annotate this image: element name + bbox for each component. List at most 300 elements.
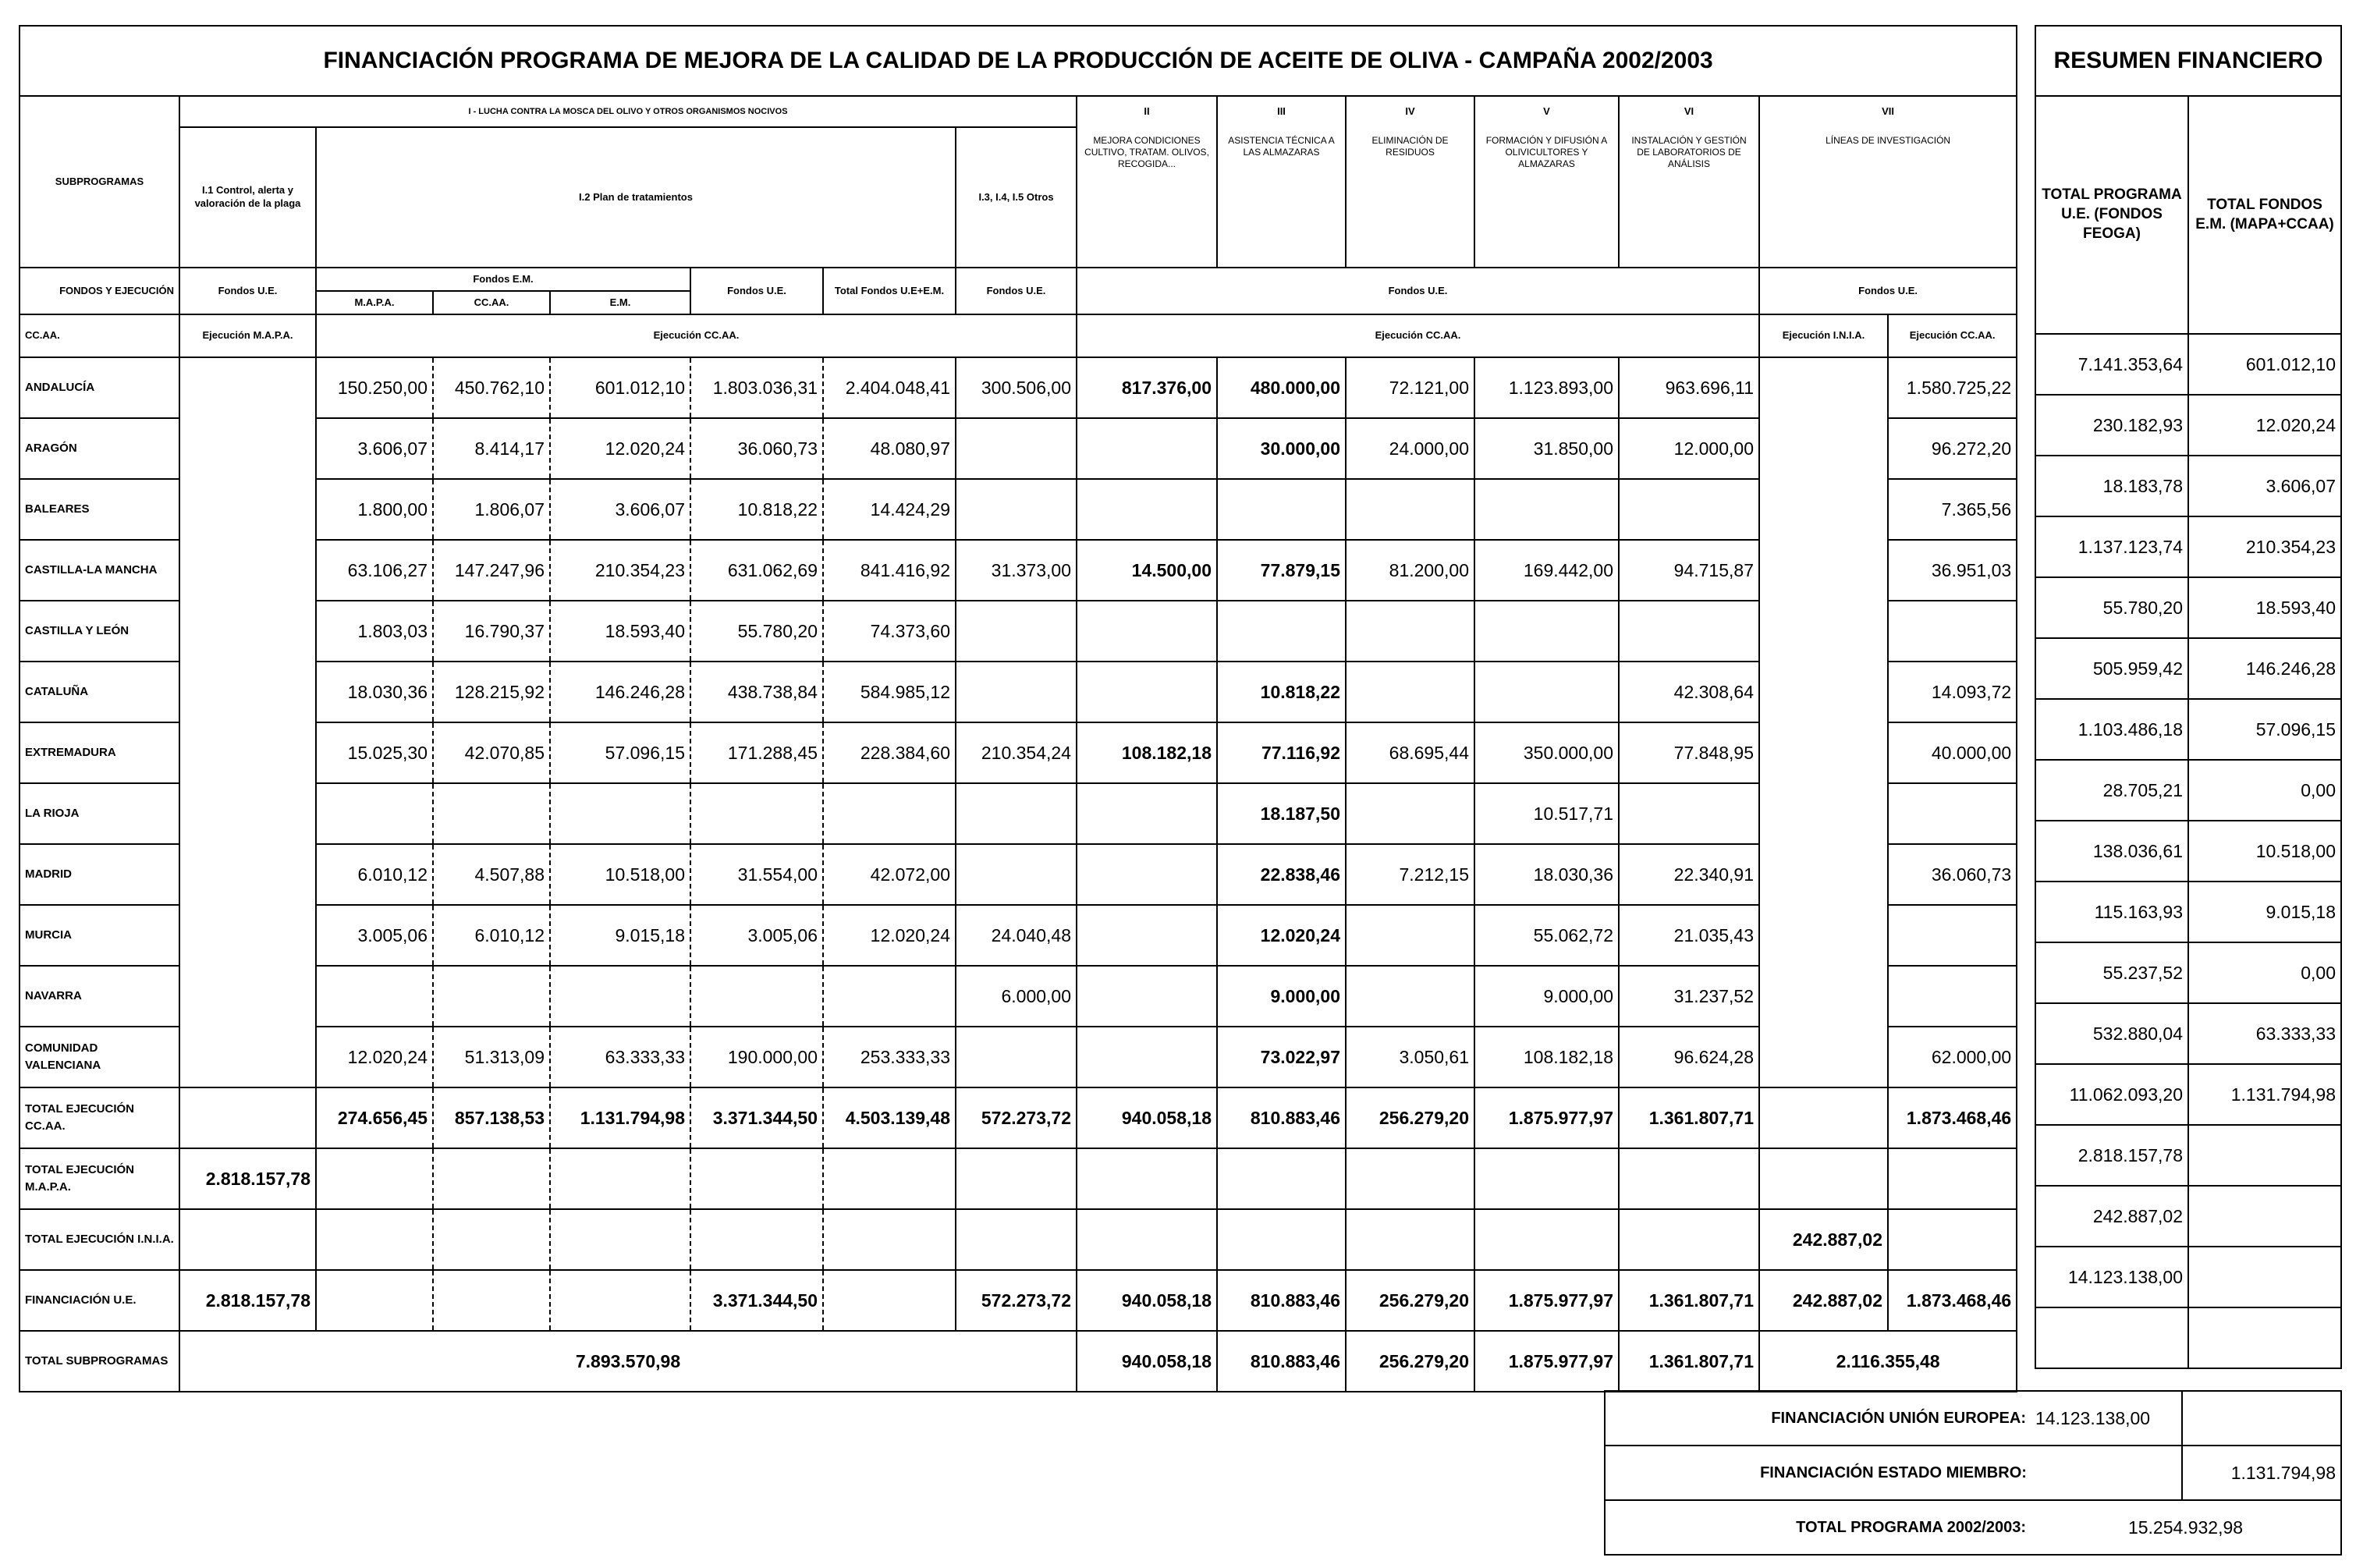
i3-cell xyxy=(956,844,1077,905)
em-total-cell: 601.012,10 xyxy=(550,357,690,418)
vii-inia-cell: 242.887,02 xyxy=(1759,1209,1888,1270)
i2-total-cell: 253.333,33 xyxy=(823,1027,956,1087)
i3-cell xyxy=(956,601,1077,662)
iv-cell: 256.279,20 xyxy=(1346,1331,1474,1392)
summary-row xyxy=(2035,699,2341,760)
iv-cell xyxy=(1346,601,1474,662)
total-row-subprogramas xyxy=(20,1331,2017,1392)
i3-cell: 24.040,48 xyxy=(956,905,1077,966)
v-cell: 1.875.977,97 xyxy=(1474,1270,1619,1331)
table-row xyxy=(20,783,2017,844)
i1-cell xyxy=(179,1209,316,1270)
total-ue-cell: 7.141.353,64 xyxy=(2035,334,2188,395)
i2-ue-cell xyxy=(690,966,823,1027)
group-vii-header: VII xyxy=(1759,96,2017,127)
total-em-cell: 18.593,40 xyxy=(2188,577,2341,638)
vii-ccaa-cell: 1.873.468,46 xyxy=(1888,1270,2017,1331)
i2-ue-cell: 631.062,69 xyxy=(690,540,823,601)
v-cell: 1.123.893,00 xyxy=(1474,357,1619,418)
em-mapa-cell: 63.106,27 xyxy=(316,540,433,601)
total-program-value: 15.254.932,98 xyxy=(2031,1500,2341,1555)
i2-total-cell xyxy=(823,966,956,1027)
em-mapa-header: M.A.P.A. xyxy=(316,291,433,314)
vii-ccaa-cell xyxy=(1888,966,2017,1027)
v-cell: 108.182,18 xyxy=(1474,1027,1619,1087)
v-desc: FORMACIÓN Y DIFUSIÓN A OLIVICULTORES Y ALMAZARAS xyxy=(1474,127,1619,268)
summary-table xyxy=(2035,25,2342,1369)
ii-cell: 817.376,00 xyxy=(1077,357,1217,418)
i1-cell: 2.818.157,78 xyxy=(179,1270,316,1331)
em-mapa-cell: 18.030,36 xyxy=(316,662,433,722)
table-row xyxy=(20,844,2017,905)
i2-total-cell: 4.503.139,48 xyxy=(823,1087,956,1148)
summary-row xyxy=(2035,516,2341,577)
iv-desc: ELIMINACIÓN DE RESIDUOS xyxy=(1346,127,1474,268)
iii-cell: 810.883,46 xyxy=(1217,1331,1346,1392)
total-ue-cell: 2.818.157,78 xyxy=(2035,1125,2188,1186)
vi-cell: 96.624,28 xyxy=(1619,1027,1759,1087)
summary-row xyxy=(2035,638,2341,699)
table-row xyxy=(20,1027,2017,1087)
i2-ue-cell: 36.060,73 xyxy=(690,418,823,479)
summary-title: RESUMEN FINANCIERO xyxy=(2035,26,2341,96)
total-ue-cell: 242.887,02 xyxy=(2035,1186,2188,1247)
table-row xyxy=(20,601,2017,662)
summary-row xyxy=(2035,882,2341,942)
v-cell xyxy=(1474,1148,1619,1209)
total-ue-cell: 11.062.093,20 xyxy=(2035,1064,2188,1125)
em-mapa-cell: 150.250,00 xyxy=(316,357,433,418)
total-ue-cell: 55.780,20 xyxy=(2035,577,2188,638)
em-total-header: E.M. xyxy=(550,291,690,314)
i3-cell xyxy=(956,479,1077,540)
i2-ue-cell xyxy=(690,1148,823,1209)
summary-row xyxy=(2035,577,2341,638)
i2-ue-cell: 190.000,00 xyxy=(690,1027,823,1087)
v-cell: 350.000,00 xyxy=(1474,722,1619,783)
ii-cell xyxy=(1077,479,1217,540)
v-cell: 10.517,71 xyxy=(1474,783,1619,844)
ii-cell: 14.500,00 xyxy=(1077,540,1217,601)
em-ccaa-cell: 51.313,09 xyxy=(433,1027,550,1087)
em-mapa-cell: 274.656,45 xyxy=(316,1087,433,1148)
ue-financing-value: 14.123.138,00 xyxy=(2031,1391,2182,1446)
vii-ccaa-cell: 36.060,73 xyxy=(1888,844,2017,905)
em-mapa-cell: 1.800,00 xyxy=(316,479,433,540)
total-ue-cell: 115.163,93 xyxy=(2035,882,2188,942)
summary-total-row xyxy=(2035,1247,2341,1307)
ii-cell xyxy=(1077,662,1217,722)
fondos-ejecucion-header: FONDOS Y EJECUCIÓN xyxy=(20,268,179,314)
total-em-cell: 0,00 xyxy=(2188,760,2341,821)
em-mapa-cell: 15.025,30 xyxy=(316,722,433,783)
summary-total-row xyxy=(2035,1307,2341,1368)
em-ccaa-cell xyxy=(433,1270,550,1331)
i2-total-cell: 14.424,29 xyxy=(823,479,956,540)
em-ccaa-header: CC.AA. xyxy=(433,291,550,314)
group-iii-header: III xyxy=(1217,96,1346,127)
total-row-label: TOTAL EJECUCIÓN M.A.P.A. xyxy=(20,1148,179,1209)
i3-cell: 210.354,24 xyxy=(956,722,1077,783)
em-mapa-cell: 3.005,06 xyxy=(316,905,433,966)
vi-cell xyxy=(1619,783,1759,844)
i3-header: I.3, I.4, I.5 Otros xyxy=(956,127,1077,268)
region-name: CATALUÑA xyxy=(20,662,179,722)
i2-fondos-ue: Fondos U.E. xyxy=(690,268,823,314)
total-row-ccaa xyxy=(20,1087,2017,1148)
iv-cell: 256.279,20 xyxy=(1346,1087,1474,1148)
vii-ccaa-cell xyxy=(1888,1209,2017,1270)
vii-ejec-ccaa-header: Ejecución CC.AA. xyxy=(1888,314,2017,357)
ii-cell xyxy=(1077,844,1217,905)
total-ue-cell: 55.237,52 xyxy=(2035,942,2188,1003)
i2-ue-cell: 3.371.344,50 xyxy=(690,1087,823,1148)
v-cell: 31.850,00 xyxy=(1474,418,1619,479)
iv-cell: 68.695,44 xyxy=(1346,722,1474,783)
vii-ccaa-cell: 1.580.725,22 xyxy=(1888,357,2017,418)
i2-total-cell: 12.020,24 xyxy=(823,905,956,966)
iv-cell: 256.279,20 xyxy=(1346,1270,1474,1331)
total-ue-cell: 532.880,04 xyxy=(2035,1003,2188,1064)
em-total-cell xyxy=(550,1270,690,1331)
v-cell xyxy=(1474,662,1619,722)
ccaa-header: CC.AA. xyxy=(20,314,179,357)
iii-cell: 810.883,46 xyxy=(1217,1087,1346,1148)
em-mapa-cell: 1.803,03 xyxy=(316,601,433,662)
iii-cell: 30.000,00 xyxy=(1217,418,1346,479)
summary-row xyxy=(2035,334,2341,395)
total-em-cell xyxy=(2188,1247,2341,1307)
vii-fondos-ue: Fondos U.E. xyxy=(1759,268,2017,314)
ii-cell xyxy=(1077,1209,1217,1270)
em-total-cell: 146.246,28 xyxy=(550,662,690,722)
em-ccaa-cell xyxy=(433,966,550,1027)
iii-cell: 77.879,15 xyxy=(1217,540,1346,601)
summary-total-row xyxy=(2035,1125,2341,1186)
total-ue-cell: 230.182,93 xyxy=(2035,395,2188,456)
financing-totals-box xyxy=(1604,1390,2342,1556)
total-ue-cell: 14.123.138,00 xyxy=(2035,1247,2188,1307)
iv-cell xyxy=(1346,966,1474,1027)
table-row xyxy=(20,479,2017,540)
iv-cell xyxy=(1346,1209,1474,1270)
total-em-cell: 601.012,10 xyxy=(2188,334,2341,395)
region-name: CASTILLA Y LEÓN xyxy=(20,601,179,662)
i2-ue-cell: 438.738,84 xyxy=(690,662,823,722)
vi-cell xyxy=(1619,479,1759,540)
i2-ue-cell: 31.554,00 xyxy=(690,844,823,905)
vi-cell: 1.361.807,71 xyxy=(1619,1270,1759,1331)
total-em-cell: 0,00 xyxy=(2188,942,2341,1003)
em-total-cell: 3.606,07 xyxy=(550,479,690,540)
em-total-cell: 57.096,15 xyxy=(550,722,690,783)
vi-cell: 21.035,43 xyxy=(1619,905,1759,966)
i3-cell xyxy=(956,1148,1077,1209)
vii-ccaa-cell xyxy=(1888,601,2017,662)
group-i-header: I - LUCHA CONTRA LA MOSCA DEL OLIVO Y OTROS ORGANISMOS NOCIVOS xyxy=(179,96,1077,127)
vi-cell xyxy=(1619,601,1759,662)
iii-cell: 73.022,97 xyxy=(1217,1027,1346,1087)
ii-cell xyxy=(1077,418,1217,479)
vii-ccaa-cell: 96.272,20 xyxy=(1888,418,2017,479)
v-cell: 1.875.977,97 xyxy=(1474,1087,1619,1148)
i1-cell xyxy=(179,1087,316,1148)
total-em-cell: 3.606,07 xyxy=(2188,456,2341,516)
v-cell xyxy=(1474,479,1619,540)
vii-ccaa-cell xyxy=(1888,905,2017,966)
table-row xyxy=(20,357,2017,418)
i3-cell xyxy=(956,783,1077,844)
ii-cell: 108.182,18 xyxy=(1077,722,1217,783)
em-total-cell: 9.015,18 xyxy=(550,905,690,966)
total-em-cell: 210.354,23 xyxy=(2188,516,2341,577)
summary-row xyxy=(2035,760,2341,821)
i3-cell xyxy=(956,662,1077,722)
em-ccaa-cell: 4.507,88 xyxy=(433,844,550,905)
vii-inia-cell xyxy=(1759,1148,1888,1209)
i1-header: I.1 Control, alerta y valoración de la plaga xyxy=(179,127,316,268)
ii-cell xyxy=(1077,1148,1217,1209)
em-mapa-cell xyxy=(316,966,433,1027)
iii-cell xyxy=(1217,601,1346,662)
total-fondos-em-header: TOTAL FONDOS E.M. (MAPA+CCAA) xyxy=(2188,96,2341,334)
total-ue-cell: 505.959,42 xyxy=(2035,638,2188,699)
i2-ue-cell: 171.288,45 xyxy=(690,722,823,783)
iv-cell: 3.050,61 xyxy=(1346,1027,1474,1087)
i2-ue-cell: 1.803.036,31 xyxy=(690,357,823,418)
iv-cell xyxy=(1346,662,1474,722)
group-iv-header: IV xyxy=(1346,96,1474,127)
vi-cell: 1.361.807,71 xyxy=(1619,1087,1759,1148)
total-row-inia xyxy=(20,1209,2017,1270)
em-financing-label: FINANCIACIÓN ESTADO MIEMBRO: xyxy=(1605,1446,2182,1500)
vii-inia-cell: 242.887,02 xyxy=(1759,1270,1888,1331)
table-row xyxy=(20,905,2017,966)
total-em-cell xyxy=(2188,1186,2341,1247)
vi-cell xyxy=(1619,1209,1759,1270)
iii-cell: 18.187,50 xyxy=(1217,783,1346,844)
vii-ccaa-cell: 40.000,00 xyxy=(1888,722,2017,783)
em-ccaa-cell: 16.790,37 xyxy=(433,601,550,662)
total-em-cell: 146.246,28 xyxy=(2188,638,2341,699)
i2-total-cell: 42.072,00 xyxy=(823,844,956,905)
i2-total-cell xyxy=(823,783,956,844)
i2-ue-cell: 3.005,06 xyxy=(690,905,823,966)
em-ccaa-cell: 128.215,92 xyxy=(433,662,550,722)
table-row xyxy=(20,662,2017,722)
total-row-financiacion xyxy=(20,1270,2017,1331)
iv-cell xyxy=(1346,479,1474,540)
vii-ccaa-cell: 36.951,03 xyxy=(1888,540,2017,601)
vii-inia-cell xyxy=(1759,357,1888,1087)
em-total-cell: 10.518,00 xyxy=(550,844,690,905)
region-name: COMUNIDAD VALENCIANA xyxy=(20,1027,179,1087)
i3-cell xyxy=(956,418,1077,479)
ii-cell: 940.058,18 xyxy=(1077,1087,1217,1148)
total-ue-cell xyxy=(2035,1307,2188,1368)
em-mapa-cell xyxy=(316,1270,433,1331)
em-total-cell: 1.131.794,98 xyxy=(550,1087,690,1148)
vii-ccaa-cell xyxy=(1888,1148,2017,1209)
vii-ccaa-cell: 1.873.468,46 xyxy=(1888,1087,2017,1148)
i2-ue-cell: 10.818,22 xyxy=(690,479,823,540)
vii-ccaa-cell: 62.000,00 xyxy=(1888,1027,2017,1087)
summary-row xyxy=(2035,456,2341,516)
em-ccaa-cell: 857.138,53 xyxy=(433,1087,550,1148)
ii-cell xyxy=(1077,783,1217,844)
em-total-cell xyxy=(550,783,690,844)
i3-cell: 300.506,00 xyxy=(956,357,1077,418)
ii-cell: 940.058,18 xyxy=(1077,1270,1217,1331)
vii-inia-cell xyxy=(1759,1087,1888,1148)
total-em-cell: 57.096,15 xyxy=(2188,699,2341,760)
v-cell: 18.030,36 xyxy=(1474,844,1619,905)
i2-total-cell: 228.384,60 xyxy=(823,722,956,783)
v-cell: 55.062,72 xyxy=(1474,905,1619,966)
table-row xyxy=(20,722,2017,783)
total-em-cell: 9.015,18 xyxy=(2188,882,2341,942)
total-em-cell xyxy=(2188,1307,2341,1368)
region-name: NAVARRA xyxy=(20,966,179,1027)
iii-cell: 10.818,22 xyxy=(1217,662,1346,722)
iii-cell xyxy=(1217,479,1346,540)
i3-cell xyxy=(956,1027,1077,1087)
total-row-label: FINANCIACIÓN U.E. xyxy=(20,1270,179,1331)
summary-total-row xyxy=(2035,1186,2341,1247)
group-vi-header: VI xyxy=(1619,96,1759,127)
em-mapa-cell xyxy=(316,1209,433,1270)
em-ccaa-cell: 42.070,85 xyxy=(433,722,550,783)
vii-ccaa-cell xyxy=(1888,783,2017,844)
group-v-header: V xyxy=(1474,96,1619,127)
region-name: LA RIOJA xyxy=(20,783,179,844)
vii-ccaa-cell: 7.365,56 xyxy=(1888,479,2017,540)
total-row-label: TOTAL SUBPROGRAMAS xyxy=(20,1331,179,1392)
total-ue-cell: 1.137.123,74 xyxy=(2035,516,2188,577)
vi-cell: 963.696,11 xyxy=(1619,357,1759,418)
vi-cell: 42.308,64 xyxy=(1619,662,1759,722)
i2-total-cell: 74.373,60 xyxy=(823,601,956,662)
i1-mapa-cell xyxy=(179,357,316,1087)
total-row-label: TOTAL EJECUCIÓN CC.AA. xyxy=(20,1087,179,1148)
total-em-cell: 63.333,33 xyxy=(2188,1003,2341,1064)
em-mapa-cell xyxy=(316,1148,433,1209)
em-total-cell xyxy=(550,1148,690,1209)
i2-total-cell: 2.404.048,41 xyxy=(823,357,956,418)
ii-cell xyxy=(1077,905,1217,966)
table-title: FINANCIACIÓN PROGRAMA DE MEJORA DE LA CALIDAD DE LA PRODUCCIÓN DE ACEITE DE OLIVA - CAMPAÑA 2002/2003 xyxy=(20,26,2017,96)
i3-cell: 6.000,00 xyxy=(956,966,1077,1027)
region-name: CASTILLA-LA MANCHA xyxy=(20,540,179,601)
total-em-cell: 10.518,00 xyxy=(2188,821,2341,882)
i-ejec-ccaa-header: Ejecución CC.AA. xyxy=(316,314,1077,357)
em-total-cell: 18.593,40 xyxy=(550,601,690,662)
vi-cell: 77.848,95 xyxy=(1619,722,1759,783)
ejec-mapa-header: Ejecución M.A.P.A. xyxy=(179,314,316,357)
i2-total-cell: 48.080,97 xyxy=(823,418,956,479)
total-ue-cell: 138.036,61 xyxy=(2035,821,2188,882)
em-total-cell xyxy=(550,1209,690,1270)
iii-cell: 22.838,46 xyxy=(1217,844,1346,905)
summary-total-row xyxy=(2035,1064,2341,1125)
iv-cell: 7.212,15 xyxy=(1346,844,1474,905)
i3-fondos-ue: Fondos U.E. xyxy=(956,268,1077,314)
ii-cell xyxy=(1077,966,1217,1027)
summary-row xyxy=(2035,821,2341,882)
group-ii-header: II xyxy=(1077,96,1217,127)
table-row xyxy=(20,418,2017,479)
region-name: BALEARES xyxy=(20,479,179,540)
iii-cell: 77.116,92 xyxy=(1217,722,1346,783)
vi-cell: 12.000,00 xyxy=(1619,418,1759,479)
total-em-cell: 12.020,24 xyxy=(2188,395,2341,456)
vi-cell: 22.340,91 xyxy=(1619,844,1759,905)
ii-cell: 940.058,18 xyxy=(1077,1331,1217,1392)
iv-cell xyxy=(1346,783,1474,844)
iii-cell: 12.020,24 xyxy=(1217,905,1346,966)
total-ue-cell: 1.103.486,18 xyxy=(2035,699,2188,760)
v-cell xyxy=(1474,1209,1619,1270)
i2-ue-cell: 55.780,20 xyxy=(690,601,823,662)
region-name: MADRID xyxy=(20,844,179,905)
i2-total-cell xyxy=(823,1270,956,1331)
vi-cell: 1.361.807,71 xyxy=(1619,1331,1759,1392)
v-cell: 1.875.977,97 xyxy=(1474,1331,1619,1392)
iv-cell: 24.000,00 xyxy=(1346,418,1474,479)
em-total-cell: 12.020,24 xyxy=(550,418,690,479)
i2-ue-cell xyxy=(690,1209,823,1270)
ii-desc: MEJORA CONDICIONES CULTIVO, TRATAM. OLIVOS, RECOGIDA... xyxy=(1077,127,1217,268)
em-ccaa-cell: 1.806,07 xyxy=(433,479,550,540)
vii-ccaa-cell: 14.093,72 xyxy=(1888,662,2017,722)
vi-cell: 94.715,87 xyxy=(1619,540,1759,601)
em-total-cell: 210.354,23 xyxy=(550,540,690,601)
vi-desc: INSTALACIÓN Y GESTIÓN DE LABORATORIOS DE ANÁLISIS xyxy=(1619,127,1759,268)
em-total-cell: 63.333,33 xyxy=(550,1027,690,1087)
total-em-cell xyxy=(2188,1125,2341,1186)
iii-cell xyxy=(1217,1209,1346,1270)
em-ccaa-cell xyxy=(433,1148,550,1209)
financing-table xyxy=(19,25,2017,1392)
i3-cell: 572.273,72 xyxy=(956,1087,1077,1148)
iii-cell xyxy=(1217,1148,1346,1209)
total-row-mapa xyxy=(20,1148,2017,1209)
total-program-label: TOTAL PROGRAMA 2002/2003: xyxy=(1605,1500,2031,1555)
i2-ue-cell xyxy=(690,783,823,844)
vii-desc: LÍNEAS DE INVESTIGACIÓN xyxy=(1759,127,2017,268)
em-financing-value: 1.131.794,98 xyxy=(2182,1446,2341,1500)
em-mapa-cell: 12.020,24 xyxy=(316,1027,433,1087)
i2-total-cell xyxy=(823,1209,956,1270)
v-cell xyxy=(1474,601,1619,662)
table-row xyxy=(20,966,2017,1027)
em-total-cell xyxy=(550,966,690,1027)
i3-cell: 31.373,00 xyxy=(956,540,1077,601)
vi-cell: 31.237,52 xyxy=(1619,966,1759,1027)
vii-total-cell: 2.116.355,48 xyxy=(1759,1331,2017,1392)
summary-row xyxy=(2035,395,2341,456)
iv-cell xyxy=(1346,905,1474,966)
vi-cell xyxy=(1619,1148,1759,1209)
total-fondos-header: Total Fondos U.E+E.M. xyxy=(823,268,956,314)
ii-cell xyxy=(1077,1027,1217,1087)
region-name: ARAGÓN xyxy=(20,418,179,479)
em-ccaa-cell: 147.247,96 xyxy=(433,540,550,601)
i-total-cell: 7.893.570,98 xyxy=(179,1331,1077,1392)
em-ccaa-cell xyxy=(433,783,550,844)
em-mapa-cell: 3.606,07 xyxy=(316,418,433,479)
i3-cell xyxy=(956,1209,1077,1270)
